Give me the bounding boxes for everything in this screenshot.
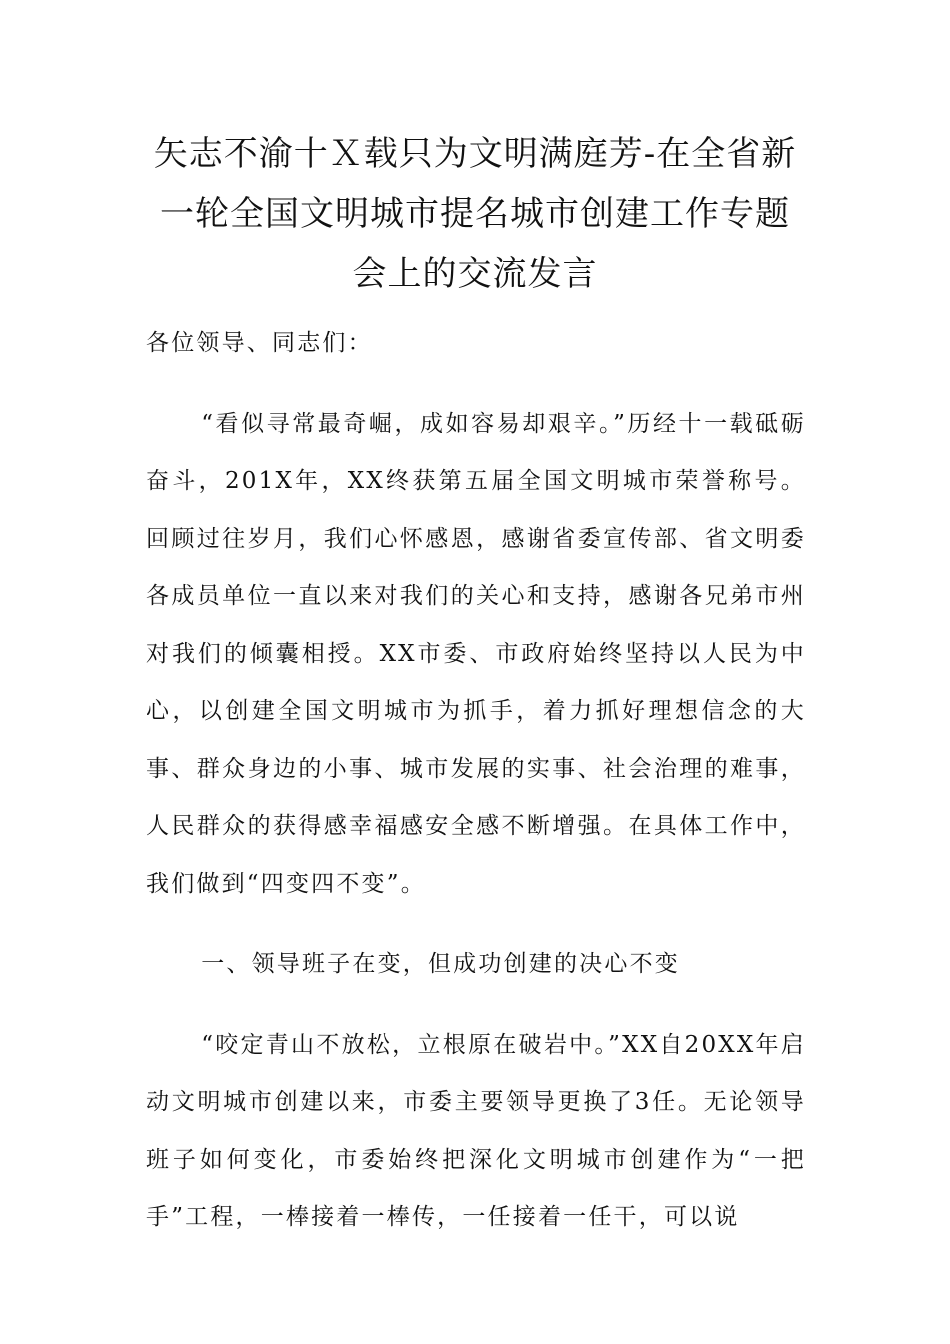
document-title [140,124,810,304]
paragraph-section-1: “咬定青山不放松，立根原在破岩中。”XX自20XX年启动文明城市创建以来，市委主要领导更换了3任。无论领导班子如何变化，市委始终把深化文明城市创建作为“一把手”工程，一棒接着一棒传，一任接着一任干，可以说 [146,1031,806,1230]
document-body [146,315,806,1270]
paragraph-intro: “看似寻常最奇崛，成如容易却艰辛。”历经十一载砥砺奋斗，201X年，XX终获第五届全国文明城市荣誉称号。回顾过往岁月，我们心怀感恩，感谢省委宣传部、省文明委各成员单位一直以来对我们的关心和支持，感谢各兄弟市州对我们的倾囊相授。XX市委、市政府始终坚持以人民为中心，以创建全国文明城市为抓手，着力抓好理想信念的大事、群众身边的小事、城市发展的实事、社会治理的难事，人民群众的获得感幸福感安全感不断增强。在具体工作中，我们做到“四变四不变”。 [146,410,806,897]
title-line-1: 矢志不渝十Ｘ载只为文明满庭芳-在全省新 [153,134,797,174]
title-line-3: 会上的交流发言 [352,254,598,294]
section-heading-1: 一、领导班子在变，但成功创建的决心不变 [201,951,680,977]
title-line-2: 一轮全国文明城市提名城市创建工作专题 [160,194,790,234]
salutation: 各位领导、同志们： [146,330,373,356]
